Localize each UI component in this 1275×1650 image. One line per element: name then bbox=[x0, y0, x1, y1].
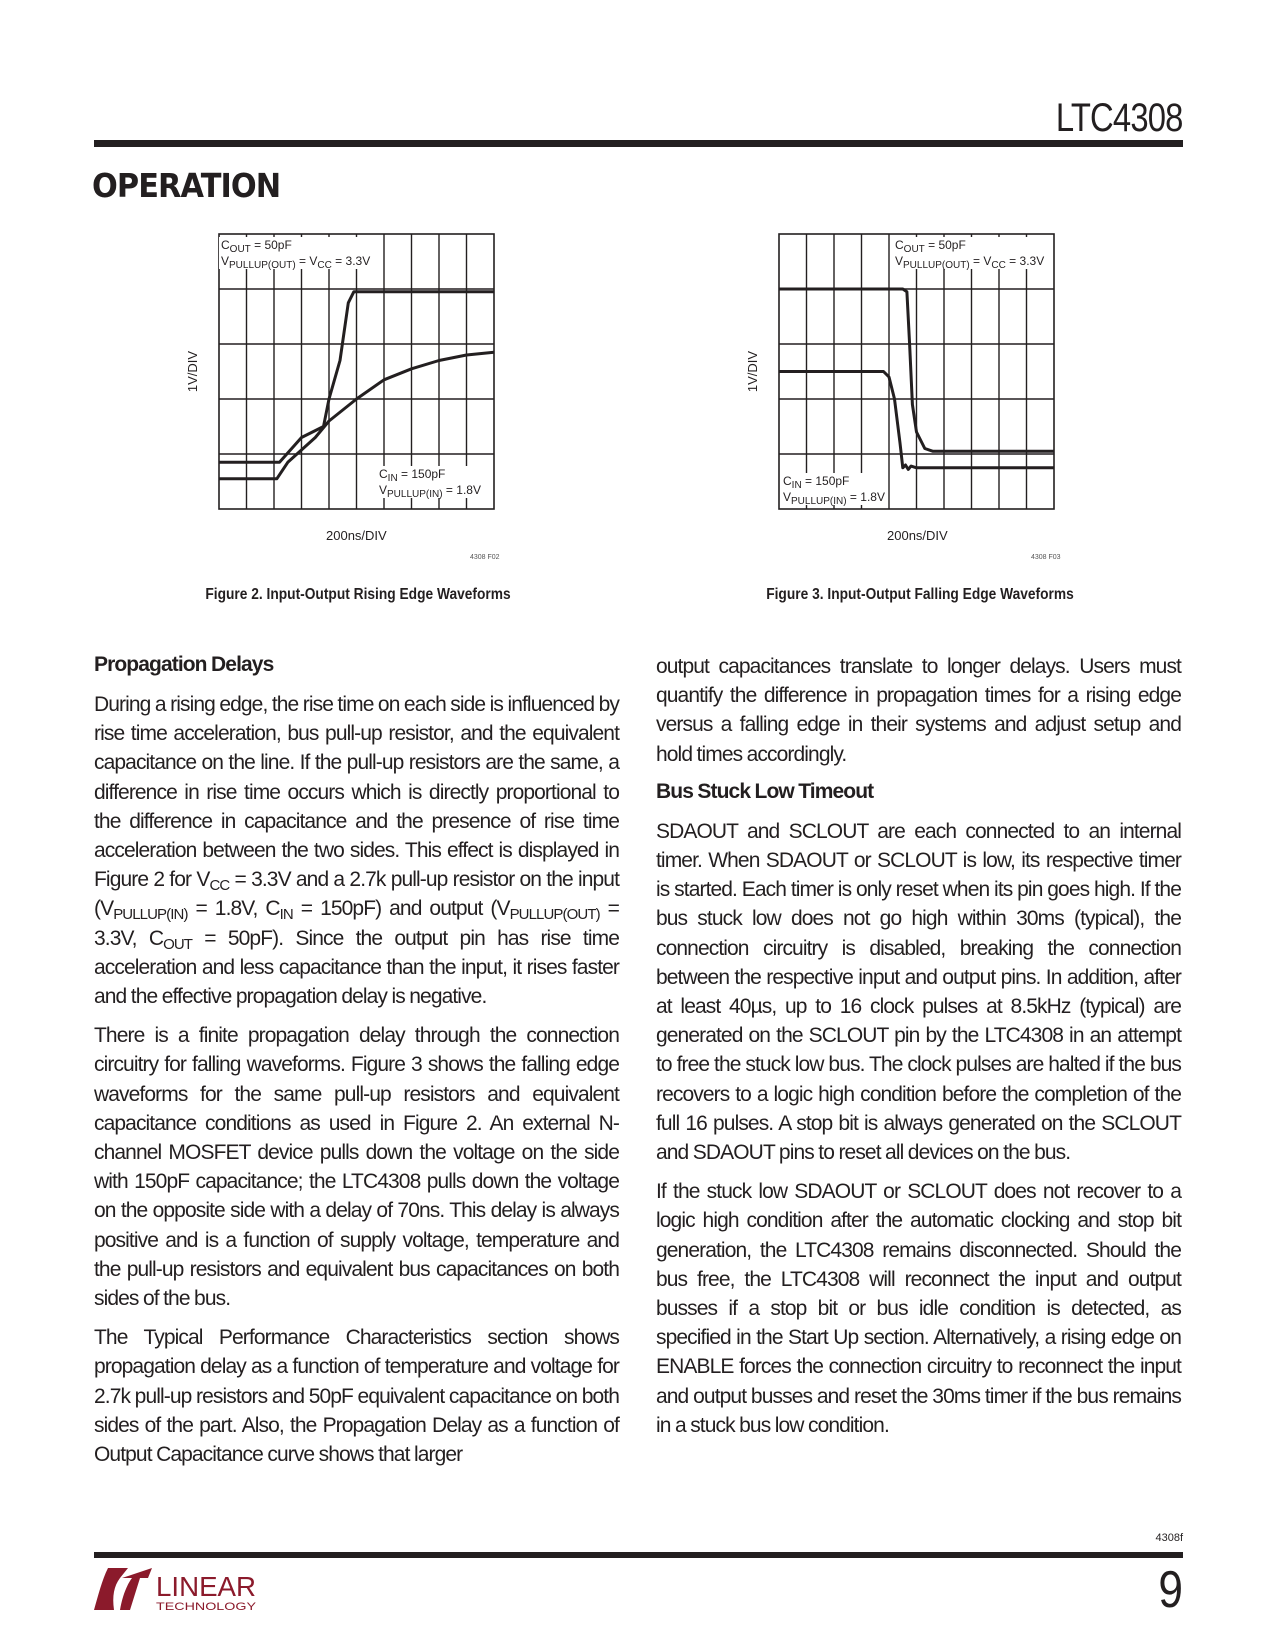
chart-falling-edge bbox=[0, 0, 1275, 560]
figure-caption: Figure 2. Input-Output Rising Edge Waveforms bbox=[205, 586, 511, 603]
figure-caption: Figure 3. Input-Output Falling Edge Waveforms bbox=[766, 586, 1074, 603]
svg-text:LINEAR: LINEAR bbox=[156, 1571, 256, 1602]
paragraph-falling-edge: There is a finite propagation delay through the connection circuitry for falling waveforms. Figure 3 shows the falling edge waveforms for the same pull-up resistors and equivalent capacitance conditions as used in Figure 2. An external N-channel MOSFET device pulls down the voltage on the side with 150pF capacitance; the LTC4308 pulls down the voltage on the opposite side with a delay of 70ns. This delay is always positive and is a function of supply voltage, temperature and the pull-up resistors and equivalent bus capacitances on both sides of the bus. bbox=[94, 1024, 619, 1311]
left-column bbox=[94, 652, 619, 1479]
annotation-output: $C_{OUT} = 50pF$ $V_{PULLUP(OUT)} = V_{CC} = 3.3V$ bbox=[221, 238, 371, 271]
y-axis-label: 1V/DIV bbox=[185, 350, 201, 393]
annotation-output: $C_{OUT} = 50pF$ $V_{PULLUP(OUT)} = V_{CC} = 3.3V$ bbox=[895, 238, 1045, 271]
paragraph-rising-edge: During a rising edge, the rise time on each side is influenced by rise time acceleration, bus pull-up resistor, and the equivalent capacitance on the line. If the pull-up resistors are the same, a difference in rise time occurs which is directly proportional to the difference in capacitance and the presence of rise time acceleration between the two sides. This effect is displayed in Figure 2 for $V_{CC} = 3.3V$ and a 2.7k pull-up resistor on the input ($V_{PULLUP(IN)} = 1.8V$, $C_{IN} = 150pF$) and output ($V_{PULLUP(OUT)} = 3.3V$, $C_{OUT} = 50pF$). Since the output pin has rise time acceleration and less capacitance than the input, it rises faster and the effective propagation delay is negative. bbox=[94, 693, 619, 1009]
x-axis-label: 200ns/DIV bbox=[887, 528, 948, 543]
logo-icon bbox=[94, 1566, 264, 1614]
paragraph-timer: SDAOUT and SCLOUT are each connected to an internal timer. When SDAOUT or SCLOUT is low, its respective timer is started. Each timer is only reset when its pin goes high. If the bus stuck low does not go high within 30ms (typical), the connection circuitry is disabled, breaking the connection between the respective input and output pins. In addition, after at least 40µs, up to 16 clock pulses at 8.5kHz (typical) are generated on the SCLOUT pin by the LTC4308 in an attempt to free the stuck low bus. The clock pulses are halted if the bus recovers to a logic high condition before the completion of the full 16 pulses. A stop bit is always generated on the SCLOUT and SDAOUT pins to reset all devices on the bus. bbox=[656, 819, 1181, 1165]
x-axis-label: 200ns/DIV bbox=[326, 528, 387, 543]
linear-technology-logo bbox=[94, 1566, 264, 1614]
paragraph-recovery: If the stuck low SDAOUT or SCLOUT does not recover to a logic high condition after the automatic clocking and stop bit generation, the LTC4308 remains disconnected. Should the bus free, the LTC4308 will reconnect the input and output busses if a stop bit or bus idle condition is detected, as specified in the Start Up section. Alternatively, a rising edge on ENABLE forces the connection circuitry to reconnect the input and output busses and reset the 30ms timer if the bus remains in a stuck bus low condition. bbox=[656, 1180, 1181, 1437]
annotation-input: $C_{IN} = 150pF$ $V_{PULLUP(IN)} = 1.8V$ bbox=[783, 474, 885, 507]
footer-rule bbox=[94, 1552, 1183, 1558]
page-number: 9 bbox=[1158, 1561, 1183, 1619]
section-title: OPERATION bbox=[92, 166, 281, 205]
right-column bbox=[656, 652, 1181, 1450]
part-number: LTC4308 bbox=[1056, 96, 1183, 140]
y-axis-label: 1V/DIV bbox=[745, 350, 761, 393]
paragraph-typical-performance: The Typical Performance Characteristics section shows propagation delay as a function of temperature and voltage for 2.7k pull-up resistors and 50pF equivalent capacitance on both sides of the part. Also, the Propagation Delay as a function of Output Capacitance curve shows that larger bbox=[94, 1326, 619, 1467]
svg-text:TECHNOLOGY: TECHNOLOGY bbox=[156, 1601, 257, 1613]
heading-propagation-delays: Propagation Delays bbox=[94, 653, 274, 676]
paragraph-continued: output capacitances translate to longer delays. Users must quantify the difference in propagation times for a rising edge versus a falling edge in their systems and adjust setup and hold times accordingly. bbox=[656, 655, 1181, 766]
annotation-input: $C_{IN} = 150pF$ $V_{PULLUP(IN)} = 1.8V$ bbox=[379, 467, 481, 500]
figure-code: 4308 F02 bbox=[470, 554, 500, 561]
figure-code: 4308 F03 bbox=[1031, 554, 1061, 561]
heading-bus-stuck-low-timeout: Bus Stuck Low Timeout bbox=[656, 779, 874, 803]
document-code: 4308f bbox=[1155, 1532, 1183, 1544]
